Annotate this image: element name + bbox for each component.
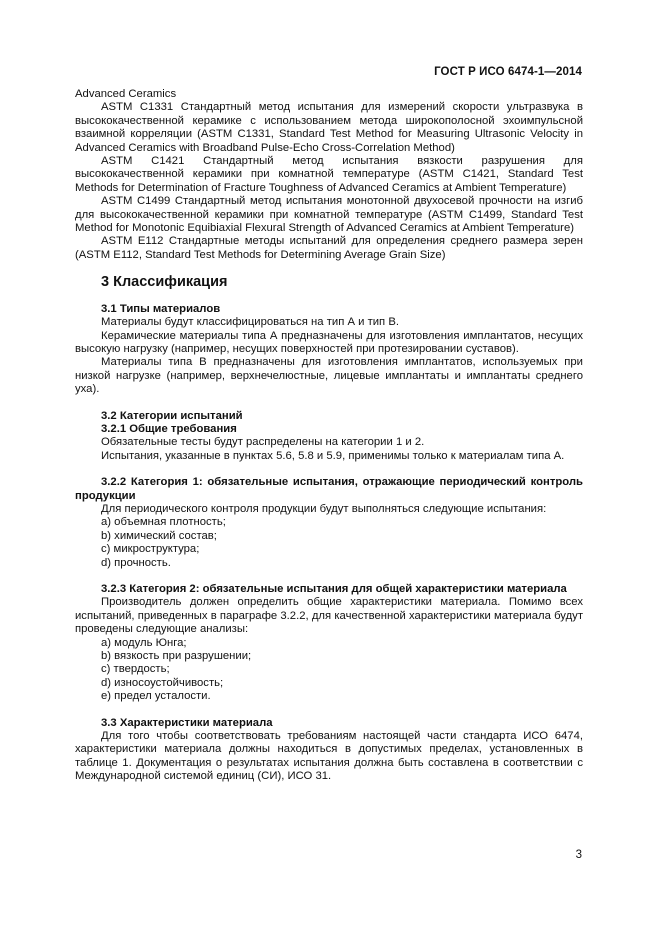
section-3-1-p2: Керамические материалы типа А предназначены для изготовления имплантатов, несущих высокую нагрузку (например, несущих поверхностей при протезировании суставов).	[75, 329, 583, 355]
section-3-3-p1: Для того чтобы соответствовать требованиям настоящей части стандарта ИСО 6474, характеристики материала должны находиться в допустимых пределах, установленных в таблице 1. Документация о результатах испытания должна быть составлена в соответствии с Международной системой единиц (СИ), ИСО 31.	[75, 730, 583, 783]
list-item: e) предел усталости.	[101, 690, 211, 703]
list-item: a) объемная плотность;	[101, 516, 226, 529]
ref-astm-c1499: ASTM C1499 Стандартный метод испытания монотонной двухосевой прочности на изгиб для высококачественной керамики при комнатной температуре (ASTM C1499, Standard Test Method for Monotonic Equibiaxial Flexural Strength of Advanced Ceramics at Ambient Temperature)	[75, 195, 583, 235]
section-3-title: 3 Классификация	[101, 274, 228, 291]
ref-astm-c1421: ASTM C1421 Стандартный метод испытания вязкости разрушения для высококачественной керамики при комнатной температуре (ASTM C1421, Standard Test Methods for Determination of Fracture Toughness of Advanced Ceramics at Ambient Temperature)	[75, 155, 583, 194]
list-item: d) прочность.	[101, 556, 171, 569]
ref-astm-c1331: ASTM C1331 Стандартный метод испытания для измерений скорости ультразвука в высококачественной керамике с использованием метода широкополосной эхоимпульсной взаимной корреляции (ASTM C1331, Standard Test Method for Measuring Ultrasonic Velocity in Advanced Ceramics with Broadband Pulse-Echo Cross-Correlation Method)	[75, 101, 583, 154]
section-3-2-1-heading: 3.2.1 Общие требования	[101, 422, 237, 435]
document-body	[75, 88, 583, 784]
list-item: c) микроструктура;	[101, 543, 200, 556]
section-3-2-3-list	[75, 637, 583, 704]
list-item: a) модуль Юнга;	[101, 636, 187, 649]
section-3-2-heading: 3.2 Категории испытаний	[101, 409, 243, 422]
section-3-1-heading: 3.1 Типы материалов	[101, 302, 221, 315]
list-item: b) вязкость при разрушении;	[101, 650, 252, 663]
section-3-2-3-intro: Производитель должен определить общие характеристики материала. Помимо всех испытаний, приведенных в параграфе 3.2.2, для качественной характеристики материала будут проведены следующие анализы:	[75, 596, 583, 636]
section-3-2-2-list	[75, 516, 583, 570]
section-3-2-2-intro: Для периодического контроля продукции будут выполняться следующие испытания:	[101, 502, 547, 515]
list-item: c) твердость;	[101, 663, 170, 676]
list-item: b) химический состав;	[101, 529, 217, 542]
section-3-2-1-p1: Обязательные тесты будут распределены на категории 1 и 2.	[101, 436, 425, 449]
section-3-1-p1: Материалы будут классифицироваться на тип А и тип В.	[101, 316, 399, 329]
section-3-3-heading: 3.3 Характеристики материала	[101, 716, 273, 729]
section-3-2-1-p2: Испытания, указанные в пунктах 5.6, 5.8 и 5.9, применимы только к материалам типа А.	[101, 449, 565, 462]
document-header: ГОСТ Р ИСО 6474-1—2014	[434, 66, 582, 78]
ref-astm-e112: ASTM E112 Стандартные методы испытаний для определения среднего размера зерен (ASTM E112, Standard Test Methods for Determining Average Grain Size)	[75, 235, 583, 261]
list-item: d) износоустойчивость;	[101, 676, 224, 689]
section-3-1-p3: Материалы типа В предназначены для изготовления имплантатов, используемых при низкой нагрузке (например, верхнечелюстные, лицевые имплантаты и имплантаты среднего уха).	[75, 356, 583, 396]
ref-continuation: Advanced Ceramics	[75, 88, 177, 100]
page-number: 3	[575, 849, 582, 861]
section-3-2-3-heading: 3.2.3 Категория 2: обязательные испытания для общей характеристики материала	[101, 583, 567, 595]
section-3-2-2-heading: 3.2.2 Категория 1: обязательные испытания, отражающие периодический контроль продукции	[75, 476, 583, 502]
